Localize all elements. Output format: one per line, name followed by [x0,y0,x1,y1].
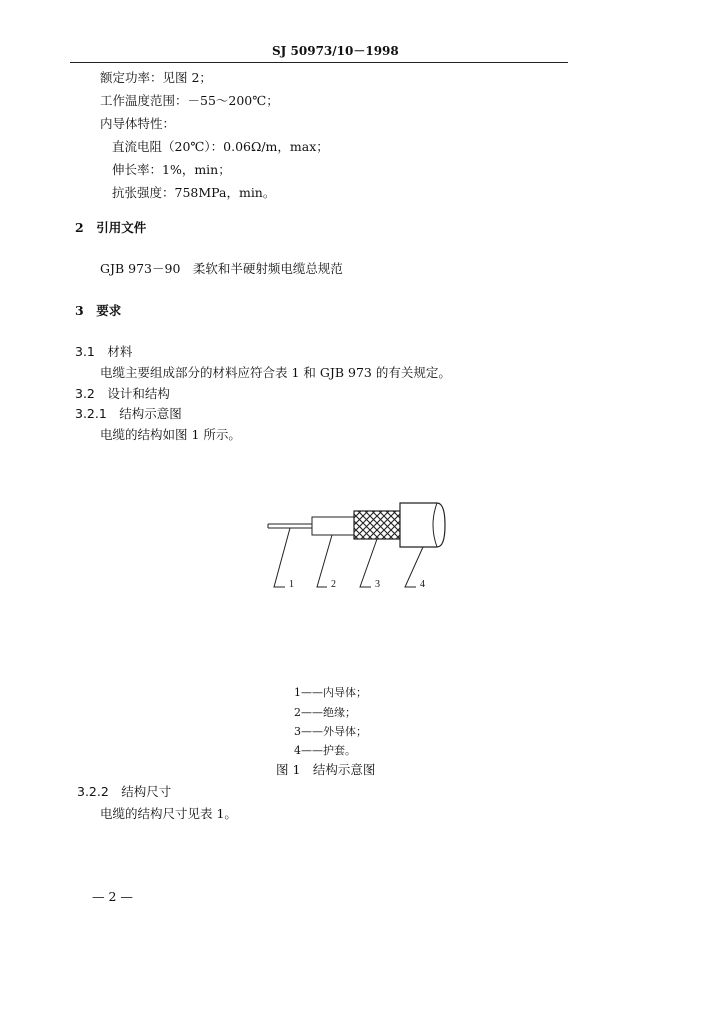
section-3-2-2-text: 电缆的结构尺寸见表 1。 [100,806,237,821]
spec-temp-range: 工作温度范围：－55～200℃； [100,93,279,108]
section-2-reference: GJB 973－90 柔软和半硬射频电缆总规范 [100,261,343,276]
figure-legend-2: 2——绝缘； [294,706,356,719]
outer-conductor-braid [354,511,400,539]
spec-inner-conductor-title: 内导体特性： [100,116,176,131]
callout-4: 4 [420,579,425,590]
figure-legend-3: 3——外导体； [294,725,367,738]
callout-2: 2 [331,579,336,590]
cable-structure-diagram [265,495,465,599]
callout-3: 3 [375,579,380,590]
section-3-1-text: 电缆主要组成部分的材料应符合表 1 和 GJB 973 的有关规定。 [100,365,451,380]
spec-elongation: 伸长率：1%，min； [112,162,231,177]
section-2-heading: 2 引用文件 [75,220,147,235]
spec-dc-resistance: 直流电阻（20℃）：0.06Ω/m，max； [112,139,329,154]
callout-1: 1 [289,579,294,590]
insulation [312,517,356,535]
inner-conductor [268,524,313,528]
figure-caption: 图 1 结构示意图 [276,762,376,777]
jacket [400,503,445,547]
page-header-code: SJ 50973/10－1998 [272,44,399,58]
spec-rated-power: 额定功率：见图 2； [100,70,212,85]
figure-legend-4: 4——护套。 [294,744,356,757]
section-3-2-2-heading: 3.2.2 结构尺寸 [77,784,172,799]
section-3-2-1-text: 电缆的结构如图 1 所示。 [100,427,241,442]
section-3-2-1-heading: 3.2.1 结构示意图 [75,406,182,421]
header-rule [70,62,568,63]
figure-legend-1: 1——内导体； [294,686,367,699]
section-3-heading: 3 要求 [75,303,122,318]
page-number: — 2 — [92,889,133,904]
spec-tensile-strength: 抗张强度：758MPa，min。 [112,185,276,200]
section-3-2-heading: 3.2 设计和结构 [75,386,170,401]
section-3-1-heading: 3.1 材料 [75,344,133,359]
